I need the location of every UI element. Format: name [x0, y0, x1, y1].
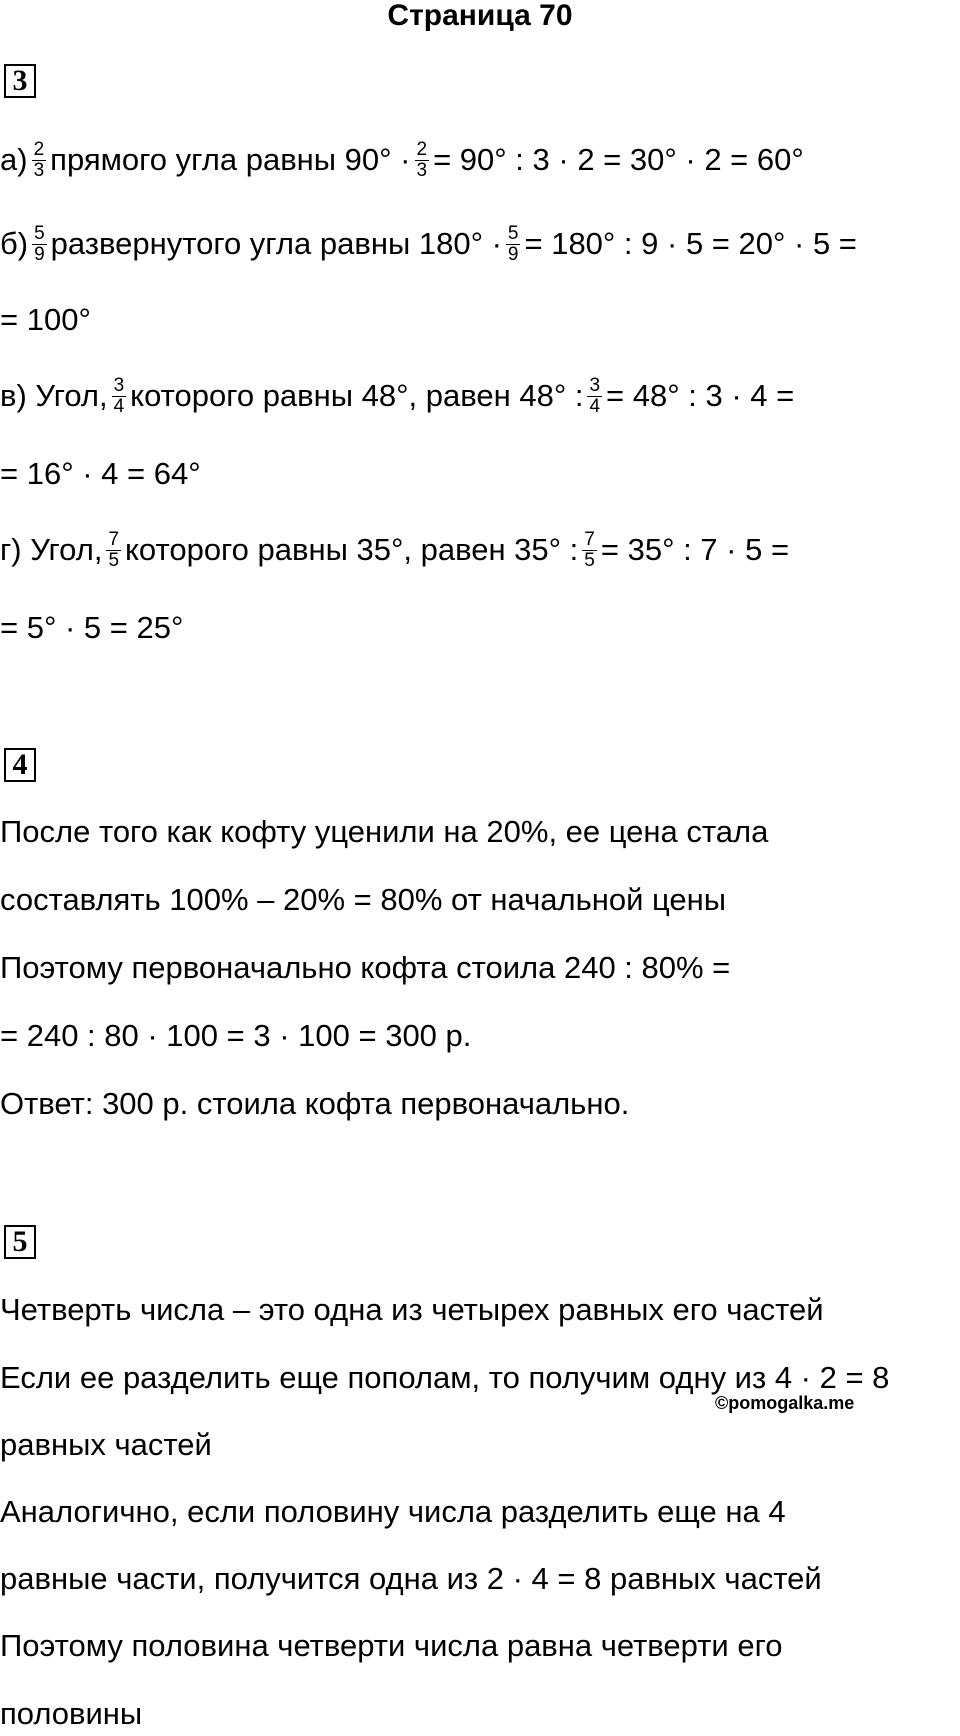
fraction — [587, 376, 602, 417]
fraction-denominator: 3 — [416, 159, 428, 181]
task4-line: Ответ: 300 р. стоила кофта первоначально. — [0, 1086, 630, 1121]
fraction-numerator: 5 — [34, 222, 45, 244]
task5-line: равные части, получится одна из 2 · 4 = 8 равных частей — [0, 1561, 822, 1596]
task3-g-suffix: = 35° : 7 · 5 = — [600, 532, 790, 567]
task3-b-continuation: = 100° — [0, 302, 91, 337]
task5-line: равных частей — [0, 1427, 212, 1462]
fraction — [106, 530, 121, 571]
fraction-numerator: 5 — [507, 222, 519, 244]
task3-b-mid: развернутого угла равны 180° · — [50, 226, 502, 261]
task-number-3: 3 — [4, 64, 36, 98]
fraction-numerator: 3 — [113, 374, 125, 396]
fraction — [415, 140, 430, 181]
fraction-denominator: 4 — [589, 395, 601, 417]
task5-line: Четверть числа – это одна из четырех равных его частей — [0, 1292, 824, 1327]
task5-line: Поэтому половина четверти числа равна четверти его — [0, 1628, 783, 1663]
task3-g-continuation: = 5° · 5 = 25° — [0, 610, 184, 645]
task3-v-suffix: = 48° : 3 · 4 = — [606, 378, 795, 413]
task3-b-prefix: б) — [0, 226, 29, 261]
fraction-denominator: 3 — [33, 159, 45, 181]
task3-a-prefix: а) — [0, 142, 28, 177]
task4-line: После того как кофту уценили на 20%, ее цена стала — [0, 814, 769, 849]
task3-v-mid: которого равны 48°, равен 48° : — [130, 378, 584, 413]
fraction-numerator: 2 — [33, 138, 45, 160]
page-title: Страница 70 — [387, 0, 573, 32]
task5-line: Если ее разделить еще пополам, то получим одну из 4 · 2 = 8 — [0, 1360, 890, 1395]
fraction — [32, 140, 47, 181]
task-number-4: 4 — [4, 748, 36, 782]
fraction — [112, 376, 127, 417]
fraction-numerator: 3 — [589, 374, 601, 396]
fraction — [506, 224, 521, 265]
fraction-denominator: 5 — [108, 549, 120, 571]
task3-a-mid: прямого угла равны 90° · — [50, 142, 411, 177]
task3-a-suffix: = 90° : 3 · 2 = 30° · 2 = 60° — [433, 142, 804, 177]
task-number-5: 5 — [4, 1225, 36, 1259]
fraction-numerator: 7 — [584, 528, 595, 550]
watermark: ©pomogalka.me — [715, 1393, 855, 1413]
fraction-numerator: 7 — [108, 528, 120, 550]
fraction-denominator: 9 — [507, 243, 519, 265]
task5-line: Аналогично, если половину числа разделить еще на 4 — [0, 1494, 786, 1529]
task3-line-v — [0, 374, 794, 418]
task3-v-prefix: в) Угол, — [0, 378, 108, 413]
fraction-denominator: 5 — [584, 549, 595, 571]
task4-line: составлять 100% – 20% = 80% от начальной цены — [0, 882, 727, 917]
task3-line-a — [0, 138, 804, 182]
fraction-denominator: 9 — [34, 243, 45, 265]
task4-line: = 240 : 80 · 100 = 3 · 100 = 300 р. — [0, 1018, 472, 1053]
task3-g-mid: которого равны 35°, равен 35° : — [125, 532, 579, 567]
fraction-numerator: 2 — [416, 138, 428, 160]
fraction — [32, 224, 47, 265]
fraction-denominator: 4 — [113, 395, 125, 417]
task4-line: Поэтому первоначально кофта стоила 240 : 80% = — [0, 950, 731, 985]
task3-b-suffix: = 180° : 9 · 5 = 20° · 5 = — [524, 226, 857, 261]
task3-line-b — [0, 222, 857, 266]
fraction — [582, 530, 597, 571]
task5-line: половины — [0, 1696, 143, 1731]
task3-line-g — [0, 528, 789, 572]
task3-g-prefix: г) Угол, — [0, 532, 103, 567]
task3-v-continuation: = 16° · 4 = 64° — [0, 456, 201, 491]
